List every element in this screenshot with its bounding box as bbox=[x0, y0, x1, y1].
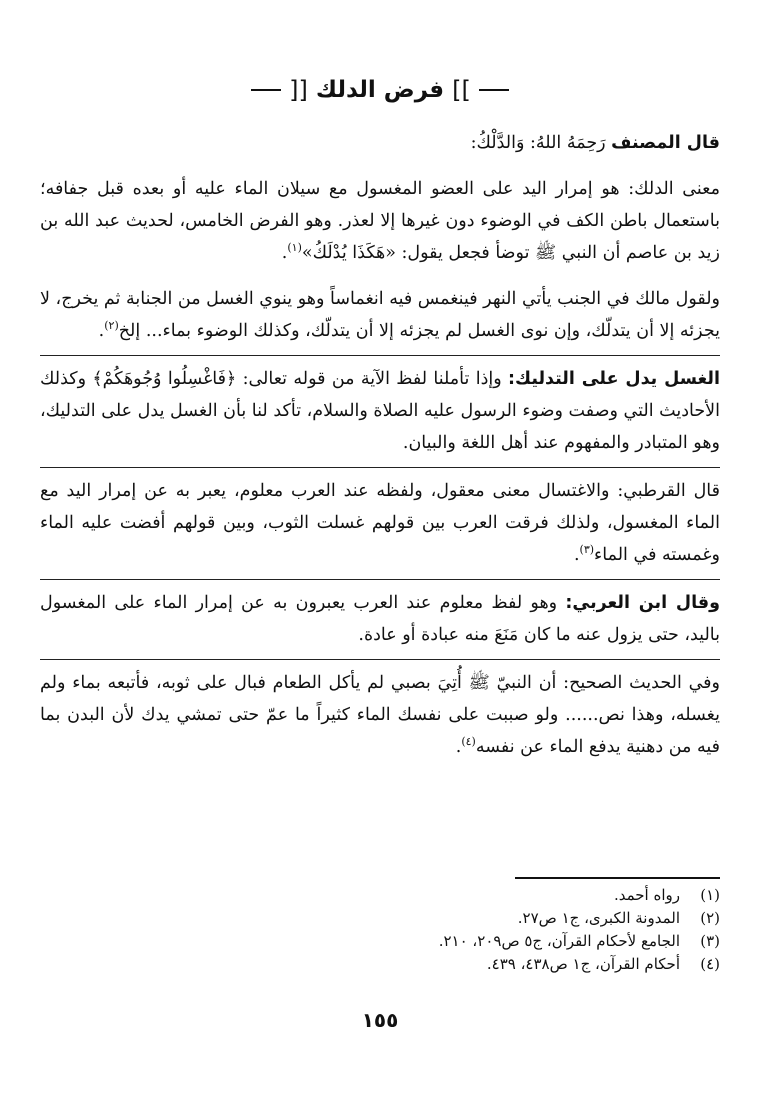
footnote-ref[interactable]: (٤) bbox=[461, 735, 476, 749]
paragraph-text: وهو لفظ معلوم عند العرب يعبرون به عن إمرار الماء على المغسول باليد، حتى يزول عنه ما كان مَنَعَ منه عبادة أو عادة. bbox=[40, 593, 720, 645]
footnote-item bbox=[40, 953, 720, 976]
footnote-ref[interactable]: (٢) bbox=[104, 319, 119, 333]
footnote-text: المدونة الكبرى، ج١ ص٢٧. bbox=[517, 909, 680, 927]
paragraph-sahih-hadith bbox=[40, 660, 720, 770]
chapter-header bbox=[40, 70, 720, 110]
paragraph-text: قال القرطبي: والاغتسال معنى معقول، ولفظه عند العرب معلوم، يعبر به عن إمرار اليد مع الماء المغسول، ولذلك فرقت العرب بين قولهم غسلت الثوب، وبين قولهم أفضت عليه الماء وغمسته في الماء bbox=[40, 481, 720, 565]
book-page bbox=[40, 0, 720, 1111]
footnote-text: الجامع لأحكام القرآن، ج٥ ص٢٠٩، ٢١٠. bbox=[438, 932, 680, 950]
header-ornament-line-right bbox=[479, 89, 509, 91]
paragraph-end: . bbox=[98, 321, 105, 341]
paragraph-text: وإذا تأملنا لفظ الآية من قوله تعالى: ﴿فَاغْسِلُوا وُجُوهَكُمْ﴾ وكذلك الأحاديث التي وصفت وضوء الرسول عليه الصلاة والسلام، تأكد لنا بأن الغسل يدل على التدليك، وهو المتبادر والمفهوم عند أهل اللغة والبيان. bbox=[40, 369, 720, 453]
footnote-item bbox=[40, 907, 720, 930]
header-ornament-bracket-right: ]] bbox=[452, 76, 471, 104]
footnote-number: (٢) bbox=[700, 909, 720, 927]
footnote-number: (٣) bbox=[700, 932, 720, 950]
page-number: ١٥٥ bbox=[361, 1008, 399, 1032]
paragraph-lead: قال المصنف bbox=[611, 133, 720, 153]
paragraph-qurtubi bbox=[40, 468, 720, 580]
paragraph-lead: وقال ابن العربي: bbox=[565, 593, 720, 613]
paragraph-text: وفي الحديث الصحيح: أن النبيّ ﷺ أُتِيَ بصبي لم يأكل الطعام فبال على ثوبه، فأتبعه بماء ولم يغسله، وهذا نص...... ولو صببت على نفسك الماء كثيراً ما عمّ حتى تمشي يدك لأن البدن بما فيه من دهنية يدفع الماء عن نفسه bbox=[40, 673, 720, 757]
header-ornament-line-left bbox=[251, 89, 281, 91]
footnote-number: (٤) bbox=[700, 955, 720, 973]
chapter-title: فرض الدلك bbox=[315, 77, 445, 103]
footnotes bbox=[40, 884, 720, 976]
paragraph-dalk-meaning bbox=[40, 166, 720, 276]
paragraph-end: . bbox=[281, 243, 288, 263]
paragraph-lead: الغسل يدل على التدليك: bbox=[508, 369, 720, 389]
paragraph-ibn-arabi bbox=[40, 580, 720, 660]
body-text bbox=[40, 120, 720, 770]
paragraph-ghusl-indicates-rubbing bbox=[40, 356, 720, 468]
footnote-item bbox=[40, 884, 720, 907]
paragraph-malik-opinion bbox=[40, 276, 720, 356]
paragraph-end: . bbox=[455, 737, 462, 757]
footnote-item bbox=[40, 930, 720, 953]
header-ornament-bracket-left: [[ bbox=[289, 76, 308, 104]
paragraph-end: . bbox=[573, 545, 580, 565]
footnote-divider bbox=[515, 877, 720, 879]
paragraph-text: ولقول مالك في الجنب يأتي النهر فينغمس فيه انغماساً وهو ينوي الغسل من الجنابة ثم يخرج، لا يجزئه إلا أن يتدلّك، وإن نوى الغسل لم يجزئه إلا أن يتدلّك، وكذلك الوضوء بماء... إلخ bbox=[40, 289, 720, 341]
footnote-number: (١) bbox=[700, 886, 720, 904]
footnote-text: رواه أحمد. bbox=[613, 886, 680, 904]
paragraph-text: معنى الدلك: هو إمرار اليد على العضو المغسول مع سيلان الماء عليه أو بعده قبل جفافه؛ باستعمال باطن الكف في الوضوء دون غيرها إلا لعذر. وهو الفرض الخامس، لحديث عبد الله بن زيد بن عاصم أن النبي ﷺ توضأ فجعل يقول: «هَكَذَا يُدْلَكُ» bbox=[40, 179, 720, 263]
paragraph-text: رَحِمَهُ اللهُ: وَالدَّلْكُ: bbox=[470, 133, 612, 153]
footnote-ref[interactable]: (١) bbox=[287, 241, 302, 255]
footnote-ref[interactable]: (٣) bbox=[579, 543, 595, 557]
paragraph-author-statement bbox=[40, 120, 720, 166]
footnote-text: أحكام القرآن، ج١ ص٤٣٨، ٤٣٩. bbox=[486, 955, 680, 973]
